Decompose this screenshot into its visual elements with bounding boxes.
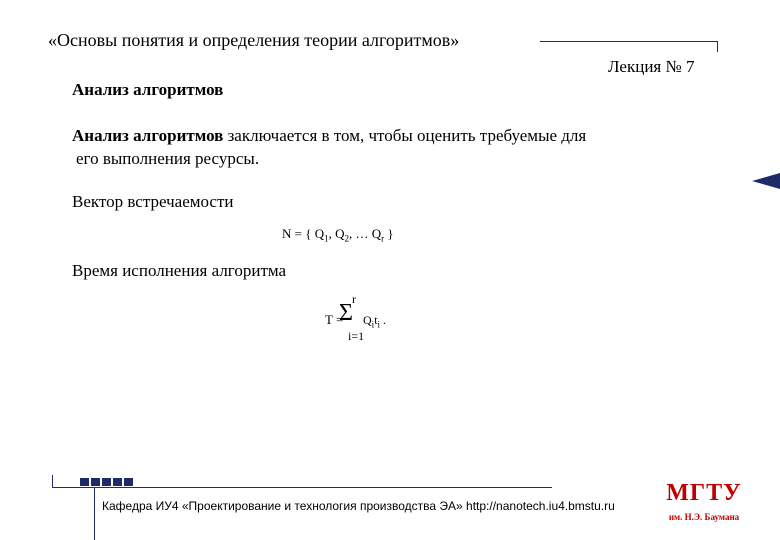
sum-body-sub-i: i: [371, 319, 375, 330]
mgtu-logo: [664, 480, 744, 524]
lecture-number: Лекция № 7: [608, 57, 695, 76]
sum-lhs: T =: [325, 312, 344, 327]
logo-subtitle: им. Н.Э. Баумана: [668, 512, 740, 522]
sum-body-sub-i2: i: [377, 319, 381, 330]
vector-formula-mid2: , … Q: [349, 226, 382, 241]
sum-upper-limit: r: [352, 292, 356, 306]
header-title: «Основы понятия и определения теории алгоритмов»: [48, 30, 460, 50]
sum-body-t: t: [374, 313, 378, 327]
intro-bold-term: Анализ алгоритмов: [72, 126, 224, 145]
side-marker-triangle: [752, 173, 780, 189]
footer-dot: [80, 478, 89, 486]
footer-dots: [80, 478, 138, 486]
footer-rule: [52, 487, 552, 488]
vector-formula-suffix: }: [384, 226, 394, 241]
header-rule-tick: [717, 41, 718, 52]
sum-lower-limit: i=1: [348, 329, 365, 343]
vector-formula-prefix: N = { Q: [282, 226, 325, 241]
footer-vertical-rule: [94, 487, 95, 540]
footer-left-tick: [52, 475, 53, 487]
vector-formula: [282, 226, 394, 244]
vector-formula-mid1: , Q: [328, 226, 345, 241]
vector-label: Вектор встречаемости: [72, 192, 234, 211]
footer-dot: [102, 478, 111, 486]
sum-body-end: .: [380, 313, 387, 327]
vector-formula-sub1: 1: [324, 233, 329, 244]
sigma-symbol: Σ: [339, 300, 353, 326]
intro-text-line2: его выполнения ресурсы.: [76, 149, 260, 168]
section-heading: Анализ алгоритмов: [72, 80, 224, 99]
time-label: Время исполнения алгоритма: [72, 261, 287, 280]
vector-formula-sub2: 2: [344, 233, 349, 244]
header-rule: [540, 41, 718, 42]
sum-body: [363, 313, 386, 329]
footer-dot: [124, 478, 133, 486]
footer-text: Кафедра ИУ4 «Проектирование и технология производства ЭА» http://nanotech.iu4.bmstu.ru: [102, 499, 615, 513]
logo-title: МГТУ: [666, 480, 742, 506]
vector-formula-sub3: r: [381, 233, 385, 244]
footer-dot: [91, 478, 100, 486]
intro-text: заключается в том, чтобы оценить требуемые для: [223, 126, 587, 145]
footer-dot: [113, 478, 122, 486]
sum-body-q: Q: [363, 313, 372, 327]
intro-paragraph: [72, 124, 712, 170]
